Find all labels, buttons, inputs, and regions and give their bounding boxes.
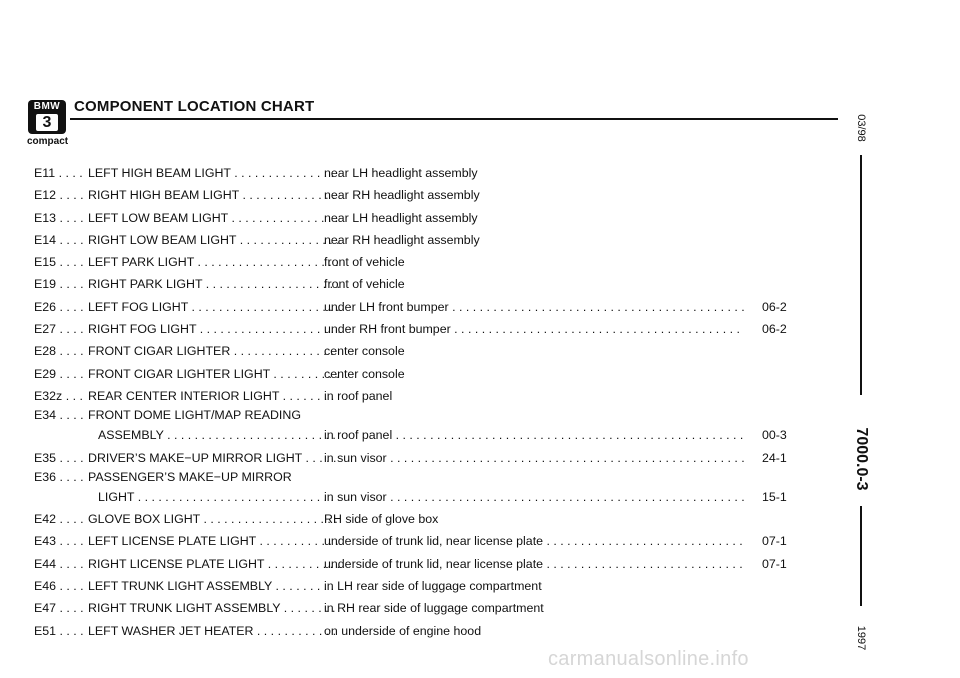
component-location: in RH rear side of luggage compartment xyxy=(324,601,544,616)
component-code: E42 . . . xyxy=(34,508,86,530)
reference-page: 15-1 xyxy=(762,489,787,504)
component-location: front of vehicle xyxy=(324,277,405,292)
component-location: front of vehicle xyxy=(324,255,405,270)
component-location: RH side of glove box xyxy=(324,512,439,527)
reference-page: 07-1 xyxy=(762,556,787,571)
component-location: underside of trunk lid, near license plate . . . xyxy=(324,553,744,575)
page-code: 7000.0-3 xyxy=(853,427,870,491)
component-name: LEFT WASHER JET HEATER . . . xyxy=(88,620,339,642)
component-name: RIGHT PARK LIGHT . . . xyxy=(88,273,339,295)
table-row xyxy=(34,530,824,552)
logo-subtitle: compact xyxy=(27,136,69,147)
table-row xyxy=(34,340,824,362)
bmw-3-logo xyxy=(28,100,66,134)
side-year: 1997 xyxy=(855,625,867,651)
table-row xyxy=(34,363,824,385)
component-name: DRIVER’S MAKE−UP MIRROR LIGHT . . . xyxy=(88,447,339,469)
watermark: carmanualsonline.info xyxy=(548,648,749,670)
component-location: near RH headlight assembly xyxy=(324,232,480,247)
side-divider xyxy=(860,155,862,395)
component-name: RIGHT TRUNK LIGHT ASSEMBLY . . . xyxy=(88,597,339,619)
reference-page: 06-2 xyxy=(762,299,787,314)
component-location: on underside of engine hood xyxy=(324,623,482,638)
component-code: E44 . . . xyxy=(34,553,86,575)
component-location: in sun visor . . . xyxy=(324,447,744,469)
component-location: underside of trunk lid, near license plate . . . xyxy=(324,530,744,552)
component-code: E46 . . . xyxy=(34,575,86,597)
table-row xyxy=(34,407,824,446)
table-row xyxy=(34,273,824,295)
component-name: RIGHT HIGH BEAM LIGHT . . . xyxy=(88,184,339,206)
reference-page: 06-2 xyxy=(762,322,787,337)
component-name: LEFT LOW BEAM LIGHT . . . xyxy=(88,207,339,229)
table-row xyxy=(34,296,824,318)
component-code: E51 . . . xyxy=(34,620,86,642)
component-name: FRONT DOME LIGHT/MAP READING xyxy=(88,408,301,423)
table-row xyxy=(34,553,824,575)
component-name: LEFT FOG LIGHT . . . xyxy=(88,296,339,318)
component-name: GLOVE BOX LIGHT . . . xyxy=(88,508,339,530)
component-location: in roof panel . . . xyxy=(324,424,744,446)
table-row xyxy=(34,508,824,530)
component-name: REAR CENTER INTERIOR LIGHT . . . xyxy=(88,385,339,407)
reference-page: 07-1 xyxy=(762,534,787,549)
component-code: E26 . . . xyxy=(34,296,86,318)
header-rule xyxy=(70,118,838,120)
component-name: LEFT TRUNK LIGHT ASSEMBLY . . . xyxy=(88,575,339,597)
table-row xyxy=(34,184,824,206)
component-code: E19 . . . xyxy=(34,273,86,295)
component-name: RIGHT LICENSE PLATE LIGHT . . . xyxy=(88,553,339,575)
component-location: in LH rear side of luggage compartment xyxy=(324,579,542,594)
component-name: FRONT CIGAR LIGHTER . . . xyxy=(88,340,339,362)
component-code: E14 . . . xyxy=(34,229,86,251)
component-location: near LH headlight assembly xyxy=(324,210,478,225)
component-code: E36 . . . xyxy=(34,469,86,486)
component-location: center console xyxy=(324,344,405,359)
table-row xyxy=(34,620,824,642)
table-row xyxy=(34,207,824,229)
component-code: E29 . . . xyxy=(34,363,86,385)
component-name: LEFT PARK LIGHT . . . xyxy=(88,251,339,273)
component-name-continued: LIGHT . . . xyxy=(98,486,339,508)
table-row xyxy=(34,575,824,597)
component-name: LEFT HIGH BEAM LIGHT . . . xyxy=(88,162,339,184)
component-location: in sun visor . . . xyxy=(324,486,744,508)
table-row xyxy=(34,447,824,469)
component-code: E12 . . . xyxy=(34,184,86,206)
component-location: in roof panel xyxy=(324,388,393,403)
side-margin xyxy=(848,110,874,651)
table-row xyxy=(34,229,824,251)
component-location: center console xyxy=(324,366,405,381)
table-row xyxy=(34,318,824,340)
component-list xyxy=(34,162,824,642)
component-code: E47 . . . xyxy=(34,597,86,619)
table-row xyxy=(34,469,824,508)
component-name: FRONT CIGAR LIGHTER LIGHT . . . xyxy=(88,363,339,385)
component-code: E32z . . . xyxy=(34,385,86,407)
component-name: RIGHT LOW BEAM LIGHT . . . xyxy=(88,229,339,251)
component-code: E35 . . . xyxy=(34,447,86,469)
table-row xyxy=(34,251,824,273)
reference-page: 00-3 xyxy=(762,428,787,443)
page-title: COMPONENT LOCATION CHART xyxy=(74,98,315,115)
reference-page: 24-1 xyxy=(762,450,787,465)
component-code: E34 . . . xyxy=(34,407,86,424)
component-name: RIGHT FOG LIGHT . . . xyxy=(88,318,339,340)
component-code: E13 . . . xyxy=(34,207,86,229)
component-code: E27 . . . xyxy=(34,318,86,340)
component-code: E15 . . . xyxy=(34,251,86,273)
component-code: E43 . . . xyxy=(34,530,86,552)
component-location: under LH front bumper . . . xyxy=(324,296,744,318)
component-code: E28 . . . xyxy=(34,340,86,362)
component-code: E11 . . . xyxy=(34,162,86,184)
side-date: 03/98 xyxy=(855,114,867,142)
component-location: near RH headlight assembly xyxy=(324,188,480,203)
logo-number: 3 xyxy=(36,114,58,131)
table-row xyxy=(34,597,824,619)
table-row xyxy=(34,385,824,407)
side-divider xyxy=(860,506,862,606)
component-name: LEFT LICENSE PLATE LIGHT . . . xyxy=(88,530,339,552)
component-name: PASSENGER’S MAKE−UP MIRROR xyxy=(88,469,292,484)
component-name-continued: ASSEMBLY . . . xyxy=(98,424,339,446)
component-location: near LH headlight assembly xyxy=(324,166,478,180)
logo-text: BMW xyxy=(33,101,61,112)
table-row xyxy=(34,162,824,184)
component-location: under RH front bumper . . . xyxy=(324,318,744,340)
